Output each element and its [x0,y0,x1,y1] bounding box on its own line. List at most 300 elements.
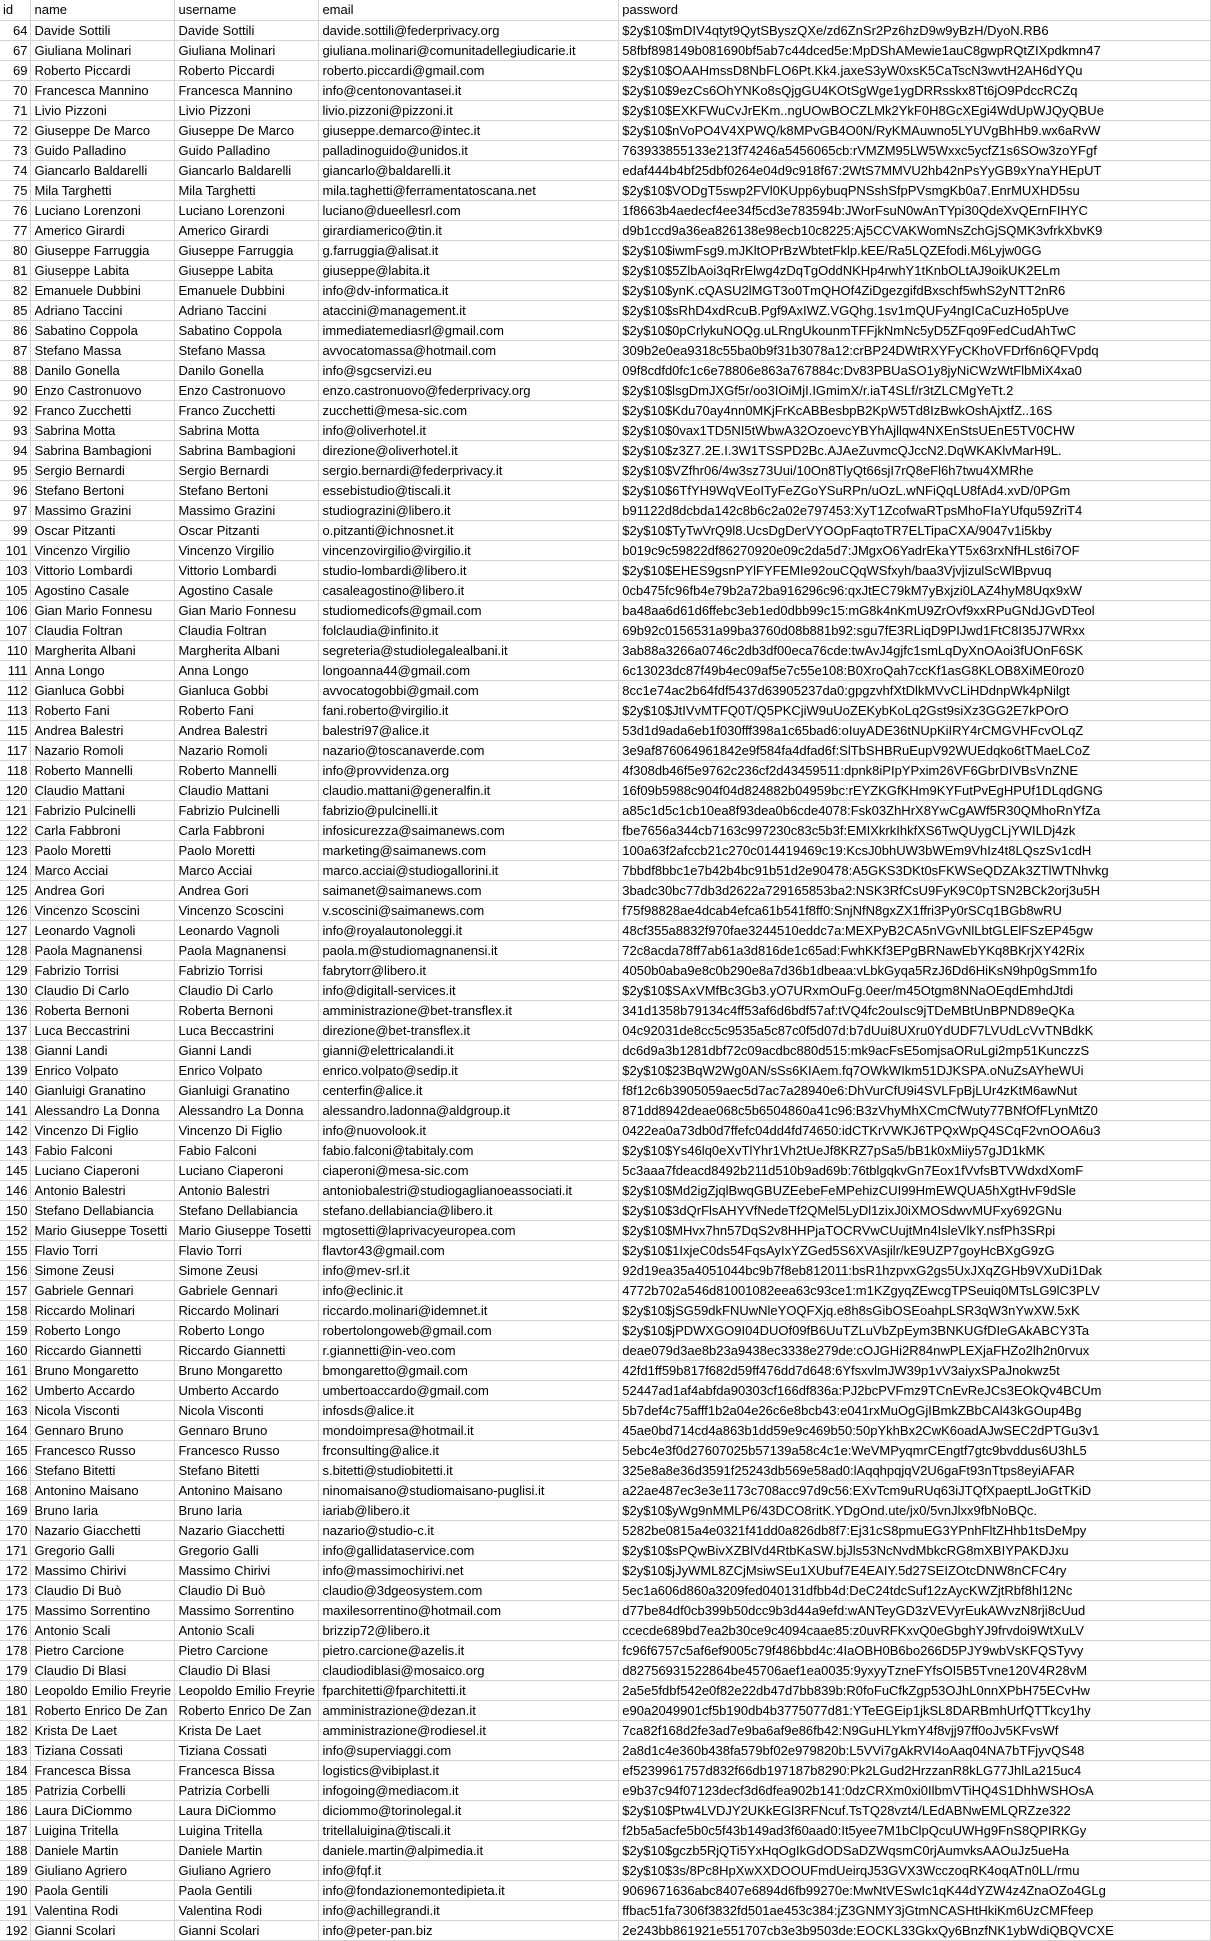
cell-id[interactable]: 165 [0,1440,31,1460]
cell-id[interactable]: 164 [0,1420,31,1440]
cell-password[interactable]: 4f308db46f5e9762c236cf2d43459511:dpnk8iPIpYPxim26VF6GbrDIVBsVnZNE [619,760,1211,780]
cell-username[interactable]: Bruno Iaria [175,1500,319,1520]
cell-username[interactable]: Stefano Bitetti [175,1460,319,1480]
cell-username[interactable]: Giancarlo Baldarelli [175,160,319,180]
cell-password[interactable]: 4772b702a546d81001082eea63c93ce1:m1KZgyqZEwcgTPSeuiq0MTsLG9lC3PLV [619,1280,1211,1300]
cell-email[interactable]: enrico.volpato@sedip.it [319,1060,619,1080]
cell-id[interactable]: 142 [0,1120,31,1140]
cell-name[interactable]: Luciano Ciaperoni [31,1160,175,1180]
cell-password[interactable]: 309b2e0ea9318c55ba0b9f31b3078a12:crBP24DWtRXYFyCKhoVFDrf6n6QFVpdq [619,340,1211,360]
cell-password[interactable]: 7bbdf8bbc1e7b42b4bc91b51d2e90478:A5GKS3DKt0sFKWSeQDZAk3ZTlWTNhvkg [619,860,1211,880]
cell-email[interactable]: info@fondazionemontedipieta.it [319,1880,619,1900]
cell-name[interactable]: Giuseppe Farruggia [31,240,175,260]
cell-username[interactable]: Margherita Albani [175,640,319,660]
cell-id[interactable]: 112 [0,680,31,700]
cell-name[interactable]: Gennaro Bruno [31,1420,175,1440]
cell-password[interactable]: $2y$10$Md2igZjqlBwqGBUZEebeFeMPehizCUI99HmEWQUA5hXgtHvF9dSle [619,1180,1211,1200]
cell-email[interactable]: marco.acciai@studiogallorini.it [319,860,619,880]
cell-password[interactable]: $2y$10$JtIVvMTFQ0T/Q5PKCjiW9uUoZEKybKoLq2Gst9siXz3GG2E7kPOrO [619,700,1211,720]
cell-id[interactable]: 90 [0,380,31,400]
cell-name[interactable]: Laura DiCiommo [31,1800,175,1820]
cell-password[interactable]: ffbac51fa7306f3832fd501ae453c384:jZ3GNMY3jGtmNCASHtHkiKm6UzCMFfeep [619,1900,1211,1920]
cell-password[interactable]: $2y$10$Kdu70ay4nn0MKjFrKcABBesbpB2KpW5Td8IzBwkOshAjxtfZ..16S [619,400,1211,420]
cell-id[interactable]: 64 [0,20,31,40]
cell-password[interactable]: $2y$10$iwmFsg9.mJKltOPrBzWbtetFklp.kEE/Ra5LQZEfodi.M6Lyjw0GG [619,240,1211,260]
cell-id[interactable]: 74 [0,160,31,180]
cell-name[interactable]: Gianni Landi [31,1040,175,1060]
cell-name[interactable]: Antonino Maisano [31,1480,175,1500]
cell-email[interactable]: livio.pizzoni@pizzoni.it [319,100,619,120]
cell-id[interactable]: 186 [0,1800,31,1820]
cell-password[interactable]: 871dd8942deae068c5b6504860a41c96:B3zVhyMhXCmCfWuty77BNfOfFLynMtZ0 [619,1100,1211,1120]
cell-email[interactable]: immediatemediasrl@gmail.com [319,320,619,340]
cell-id[interactable]: 129 [0,960,31,980]
cell-email[interactable]: avvocatogobbi@gmail.com [319,680,619,700]
cell-email[interactable]: info@gallidataservice.com [319,1540,619,1560]
cell-password[interactable]: $2y$10$EHES9gsnPYlFYFEMIe92ouCQqWSfxyh/baa3VjvjizulScWlBpvuq [619,560,1211,580]
cell-email[interactable]: giancarlo@baldarelli.it [319,160,619,180]
cell-username[interactable]: Bruno Mongaretto [175,1360,319,1380]
cell-email[interactable]: amministrazione@rodiesel.it [319,1720,619,1740]
cell-password[interactable]: a22ae487ec3e3e1173c708acc97d9c56:EXvTcm9uRUq63iJTQfXpaeptLJoGtTKiD [619,1480,1211,1500]
cell-name[interactable]: Umberto Accardo [31,1380,175,1400]
cell-name[interactable]: Claudio Di Carlo [31,980,175,1000]
cell-email[interactable]: studio-lombardi@libero.it [319,560,619,580]
cell-id[interactable]: 141 [0,1100,31,1120]
cell-email[interactable]: segreteria@studiolegalealbani.it [319,640,619,660]
cell-email[interactable]: centerfin@alice.it [319,1080,619,1100]
cell-id[interactable]: 118 [0,760,31,780]
cell-email[interactable]: marketing@saimanews.com [319,840,619,860]
cell-username[interactable]: Gianluca Gobbi [175,680,319,700]
cell-id[interactable]: 123 [0,840,31,860]
cell-id[interactable]: 150 [0,1200,31,1220]
cell-password[interactable]: 09f8cdfd0fc1c6e78806e863a767884c:Dv83PBUaSO1y8jyNiCWzWtFlbMiX4xa0 [619,360,1211,380]
cell-id[interactable]: 95 [0,460,31,480]
cell-name[interactable]: Sabatino Coppola [31,320,175,340]
cell-password[interactable]: d82756931522864be45706aef1ea0035:9yxyyTzneFYfsOI5B5Tvne120V4R28vM [619,1660,1211,1680]
cell-id[interactable]: 111 [0,660,31,680]
cell-id[interactable]: 71 [0,100,31,120]
cell-name[interactable]: Davide Sottili [31,20,175,40]
cell-id[interactable]: 80 [0,240,31,260]
cell-name[interactable]: Stefano Bertoni [31,480,175,500]
cell-name[interactable]: Claudio Mattani [31,780,175,800]
cell-id[interactable]: 168 [0,1480,31,1500]
cell-email[interactable]: info@fqf.it [319,1860,619,1880]
cell-email[interactable]: claudio@3dgeosystem.com [319,1580,619,1600]
cell-email[interactable]: essebistudio@tiscali.it [319,480,619,500]
cell-name[interactable]: Paola Magnanensi [31,940,175,960]
cell-email[interactable]: folclaudia@infinito.it [319,620,619,640]
cell-id[interactable]: 127 [0,920,31,940]
cell-username[interactable]: Oscar Pitzanti [175,520,319,540]
cell-id[interactable]: 152 [0,1220,31,1240]
cell-username[interactable]: Enzo Castronuovo [175,380,319,400]
cell-email[interactable]: robertolongoweb@gmail.com [319,1320,619,1340]
cell-id[interactable]: 128 [0,940,31,960]
cell-password[interactable]: $2y$10$23BqW2Wg0AN/sSs6KIAem.fq7OWkWIkm51DJKSPA.oNuZsAYheWUi [619,1060,1211,1080]
cell-id[interactable]: 189 [0,1860,31,1880]
cell-password[interactable]: 9069671636abc8407e6894d6fb99270e:MwNtVESwIc1qK44dYZW4z4ZnaOZo4GLg [619,1880,1211,1900]
cell-email[interactable]: amministrazione@dezan.it [319,1700,619,1720]
cell-email[interactable]: info@provvidenza.org [319,760,619,780]
column-header-email[interactable]: email [319,0,619,20]
cell-email[interactable]: giuseppe.demarco@intec.it [319,120,619,140]
cell-username[interactable]: Leonardo Vagnoli [175,920,319,940]
cell-id[interactable]: 182 [0,1720,31,1740]
cell-username[interactable]: Americo Girardi [175,220,319,240]
cell-email[interactable]: zucchetti@mesa-sic.com [319,400,619,420]
cell-email[interactable]: amministrazione@bet-transflex.it [319,1000,619,1020]
cell-password[interactable]: 341d1358b79134c4ff53af6d6bdf57af:tVQ4fc2ouIsc9jTDeMBtUnBPND89eQKa [619,1000,1211,1020]
cell-name[interactable]: Bruno Iaria [31,1500,175,1520]
cell-password[interactable]: $2y$10$Ys46lq0eXvTlYhr1Vh2tUeJf8KRZ7pSa5/bB1k0xMiiy57gJD1kMK [619,1140,1211,1160]
cell-email[interactable]: flavtor43@gmail.com [319,1240,619,1260]
cell-username[interactable]: Livio Pizzoni [175,100,319,120]
cell-password[interactable]: $2y$10$jSG59dkFNUwNleYOQFXjq.e8h8sGibOSEoahpLSR3qW3nYwXW.5xK [619,1300,1211,1320]
cell-password[interactable]: fc96f6757c5af6ef9005c79f486bbd4c:4IaOBH0B6bo266D5PJY9wbVsKFQSTyvy [619,1640,1211,1660]
cell-name[interactable]: Massimo Chirivi [31,1560,175,1580]
cell-id[interactable]: 161 [0,1360,31,1380]
cell-password[interactable]: $2y$10$sRhD4xdRcuB.Pgf9AxIWZ.VGQhg.1sv1mQUFy4ngICaCuzHo5pUve [619,300,1211,320]
cell-email[interactable]: maxilesorrentino@hotmail.com [319,1600,619,1620]
cell-password[interactable]: 6c13023dc87f49b4ec09af5e7c55e108:B0XroQah7ccKf1asG8KLOB8XiME0roz0 [619,660,1211,680]
cell-password[interactable]: 2a5e5fdbf542e0f82e22db47d7bb839b:R0foFuCfkZgp53OJhL0nnXPbH75ECvHw [619,1680,1211,1700]
cell-email[interactable]: infosds@alice.it [319,1400,619,1420]
cell-password[interactable]: 5b7def4c75afff1b2a04e26c6e8bcb43:e041rxMuOgGjIBmkZBbCAl43kGOup4Bg [619,1400,1211,1420]
cell-email[interactable]: gianni@elettricalandi.it [319,1040,619,1060]
cell-name[interactable]: Simone Zeusi [31,1260,175,1280]
cell-username[interactable]: Marco Acciai [175,860,319,880]
cell-password[interactable]: ef5239961757d832f66db197187b8290:Pk2LGud2HrzzanR8kLG77JhlLa215uc4 [619,1760,1211,1780]
cell-username[interactable]: Nicola Visconti [175,1400,319,1420]
cell-password[interactable]: e90a2049901cf5b190db4b3775077d81:YTeEGEip1jkSL8DARBmhUrfQTTkcy1hy [619,1700,1211,1720]
cell-username[interactable]: Vincenzo Virgilio [175,540,319,560]
cell-name[interactable]: Riccardo Molinari [31,1300,175,1320]
cell-password[interactable]: 04c92031de8cc5c9535a5c87c0f5d07d:b7dUui8UXru0YdUDF7LVUdLcVvTNBdkK [619,1020,1211,1040]
cell-email[interactable]: infosicurezza@saimanews.com [319,820,619,840]
cell-name[interactable]: Roberto Longo [31,1320,175,1340]
cell-email[interactable]: vincenzovirgilio@virgilio.it [319,540,619,560]
cell-name[interactable]: Roberto Piccardi [31,60,175,80]
cell-id[interactable]: 92 [0,400,31,420]
cell-password[interactable]: $2y$10$6TfYH9WqVEoITyFeZGoYSuRPn/uOzL.wNFiQqLU8fAd4.xvD/0PGm [619,480,1211,500]
cell-username[interactable]: Adriano Taccini [175,300,319,320]
cell-name[interactable]: Luciano Lorenzoni [31,200,175,220]
cell-name[interactable]: Mila Targhetti [31,180,175,200]
cell-email[interactable]: ninomaisano@studiomaisano-puglisi.it [319,1480,619,1500]
cell-name[interactable]: Pietro Carcione [31,1640,175,1660]
cell-id[interactable]: 126 [0,900,31,920]
cell-name[interactable]: Nazario Giacchetti [31,1520,175,1540]
cell-name[interactable]: Mario Giuseppe Tosetti [31,1220,175,1240]
cell-password[interactable]: 53d1d9ada6eb1f030fff398a1c65bad6:oIuyADE36tNUpKiIRY4rCMGVHFcvOLqZ [619,720,1211,740]
cell-name[interactable]: Claudio Di Buò [31,1580,175,1600]
cell-name[interactable]: Vittorio Lombardi [31,560,175,580]
cell-email[interactable]: roberto.piccardi@gmail.com [319,60,619,80]
cell-name[interactable]: Patrizia Corbelli [31,1780,175,1800]
cell-username[interactable]: Vincenzo Scoscini [175,900,319,920]
cell-password[interactable]: fbe7656a344cb7163c997230c83c5b3f:EMIXkrkIhkfXS6TwQUygCLjYWILDj4zk [619,820,1211,840]
cell-username[interactable]: Paola Gentili [175,1880,319,1900]
cell-username[interactable]: Gianni Landi [175,1040,319,1060]
cell-name[interactable]: Massimo Grazini [31,500,175,520]
cell-password[interactable]: 3e9af876064961842e9f584fa4dfad6f:SlTbSHBRuEupV92WUEdqko6tTMaeLCoZ [619,740,1211,760]
column-header-password[interactable]: password [619,0,1211,20]
cell-id[interactable]: 96 [0,480,31,500]
cell-id[interactable]: 81 [0,260,31,280]
cell-username[interactable]: Stefano Dellabiancia [175,1200,319,1220]
cell-id[interactable]: 97 [0,500,31,520]
cell-username[interactable]: Paolo Moretti [175,840,319,860]
cell-email[interactable]: claudio.mattani@generalfin.it [319,780,619,800]
cell-id[interactable]: 171 [0,1540,31,1560]
cell-password[interactable]: f75f98828ae4dcab4efca61b541f8ff0:SnjNfN8gxZX1ffri3Py0rSCq1BGb8wRU [619,900,1211,920]
cell-username[interactable]: Danilo Gonella [175,360,319,380]
cell-name[interactable]: Stefano Bitetti [31,1460,175,1480]
cell-name[interactable]: Valentina Rodi [31,1900,175,1920]
cell-password[interactable]: 92d19ea35a4051044bc9b7f8eb812011:bsR1hzpvxG2gs5UxJXqZGHb9VXuDi1Dak [619,1260,1211,1280]
cell-username[interactable]: Roberto Enrico De Zan [175,1700,319,1720]
cell-name[interactable]: Gianni Scolari [31,1920,175,1940]
cell-username[interactable]: Umberto Accardo [175,1380,319,1400]
cell-password[interactable]: 69b92c0156531a99ba3760d08b881b92:sgu7fE3RLiqD9PIJwd1FtC8I35J7WRxx [619,620,1211,640]
cell-username[interactable]: Daniele Martin [175,1840,319,1860]
cell-password[interactable]: 3ab88a3266a0746c2db3df00eca76cde:twAvJ4gjfc1smLqDyXnOAoi3fUOnF6SK [619,640,1211,660]
cell-password[interactable]: 100a63f2afccb21c270c014419469c19:KcsJ0bhUW3bWEm9VhIz4t8LQszSv1cdH [619,840,1211,860]
cell-username[interactable]: Massimo Sorrentino [175,1600,319,1620]
cell-username[interactable]: Carla Fabbroni [175,820,319,840]
cell-password[interactable]: $2y$10$gczb5RjQTi5YxHqOgIkGdODSaDZWqsmC0rjAumvksAAOuJz5ueHa [619,1840,1211,1860]
cell-password[interactable]: 4050b0aba9e8c0b290e8a7d36b1dbeaa:vLbkGyqa5RzJ6Dd6HiKsN9hp0gSmm1fo [619,960,1211,980]
cell-id[interactable]: 179 [0,1660,31,1680]
column-header-username[interactable]: username [175,0,319,20]
cell-email[interactable]: iariab@libero.it [319,1500,619,1520]
cell-email[interactable]: fabio.falconi@tabitaly.com [319,1140,619,1160]
cell-id[interactable]: 122 [0,820,31,840]
cell-password[interactable]: 58fbf898149b081690bf5ab7c44dced5e:MpDShAMewie1auC8gwpRQtZIXpdkmn47 [619,40,1211,60]
cell-password[interactable]: $2y$10$9ezCs6OhYNKo8sQjgGU4KOtSgWge1ygDRRsskx8Tt6jO9PdccRCZq [619,80,1211,100]
cell-password[interactable]: f8f12c6b3905059aec5d7ac7a28940e6:DhVurCfU9i4SVLFpBjLUr4zKtM6awNut [619,1080,1211,1100]
cell-email[interactable]: info@oliverhotel.it [319,420,619,440]
cell-id[interactable]: 125 [0,880,31,900]
cell-name[interactable]: Carla Fabbroni [31,820,175,840]
cell-id[interactable]: 88 [0,360,31,380]
cell-password[interactable]: $2y$10$VZfhr06/4w3sz73Uui/10On8TlyQt66sjI7rQ8eFl6h7twu4XMRhe [619,460,1211,480]
cell-name[interactable]: Massimo Sorrentino [31,1600,175,1620]
cell-email[interactable]: fparchitetti@fparchitetti.it [319,1680,619,1700]
cell-username[interactable]: Nazario Romoli [175,740,319,760]
cell-email[interactable]: longoanna44@gmail.com [319,660,619,680]
cell-id[interactable]: 143 [0,1140,31,1160]
cell-name[interactable]: Leopoldo Emilio Freyrie [31,1680,175,1700]
cell-name[interactable]: Nicola Visconti [31,1400,175,1420]
cell-username[interactable]: Roberta Bernoni [175,1000,319,1020]
cell-password[interactable]: 72c8acda78ff7ab61a3d816de1c65ad:FwhKKf3EPgBRNawEbYKq8BKrjXY42Rix [619,940,1211,960]
cell-email[interactable]: palladinoguido@unidos.it [319,140,619,160]
cell-email[interactable]: g.farruggia@alisat.it [319,240,619,260]
cell-id[interactable]: 162 [0,1380,31,1400]
cell-id[interactable]: 115 [0,720,31,740]
cell-password[interactable]: $2y$10$VODgT5swp2FVl0KUpp6ybuqPNSshSfpPVsmgKb0a7.EnrMUXHD5su [619,180,1211,200]
cell-password[interactable]: $2y$10$mDIV4qtyt9QytSByszQXe/zd6ZnSr2Pz6hzD9w9yBzH/DyoN.RB6 [619,20,1211,40]
cell-email[interactable]: frconsulting@alice.it [319,1440,619,1460]
cell-email[interactable]: casaleagostino@libero.it [319,580,619,600]
cell-email[interactable]: riccardo.molinari@idemnet.it [319,1300,619,1320]
cell-password[interactable]: 5c3aaa7fdeacd8492b211d510b9ad69b:76tblgqkvGn7Eox1fVvfsBTVWdxdXomF [619,1160,1211,1180]
cell-email[interactable]: mgtosetti@laprivacyeuropea.com [319,1220,619,1240]
cell-email[interactable]: s.bitetti@studiobitetti.it [319,1460,619,1480]
cell-email[interactable]: direzione@bet-transflex.it [319,1020,619,1040]
cell-id[interactable]: 105 [0,580,31,600]
cell-id[interactable]: 156 [0,1260,31,1280]
cell-id[interactable]: 180 [0,1680,31,1700]
cell-id[interactable]: 183 [0,1740,31,1760]
cell-email[interactable]: diciommo@torinolegal.it [319,1800,619,1820]
cell-name[interactable]: Bruno Mongaretto [31,1360,175,1380]
cell-name[interactable]: Leonardo Vagnoli [31,920,175,940]
cell-id[interactable]: 94 [0,440,31,460]
cell-id[interactable]: 158 [0,1300,31,1320]
cell-username[interactable]: Krista De Laet [175,1720,319,1740]
cell-id[interactable]: 93 [0,420,31,440]
cell-password[interactable]: 1f8663b4aedecf4ee34f5cd3e783594b:JWorFsuN0wAnTYpi30QdeXvQErnFIHYC [619,200,1211,220]
cell-password[interactable]: $2y$10$jPDWXGO9I04DUOf09fB6UuTZLuVbZpEym3BNKUGfDIeGAkABCY3Ta [619,1320,1211,1340]
cell-username[interactable]: Sabatino Coppola [175,320,319,340]
cell-id[interactable]: 69 [0,60,31,80]
cell-username[interactable]: Flavio Torri [175,1240,319,1260]
cell-name[interactable]: Fabio Falconi [31,1140,175,1160]
cell-email[interactable]: pietro.carcione@azelis.it [319,1640,619,1660]
cell-name[interactable]: Franco Zucchetti [31,400,175,420]
cell-name[interactable]: Riccardo Giannetti [31,1340,175,1360]
cell-email[interactable]: fani.roberto@virgilio.it [319,700,619,720]
cell-username[interactable]: Claudio Di Blasi [175,1660,319,1680]
cell-name[interactable]: Daniele Martin [31,1840,175,1860]
cell-username[interactable]: Guido Palladino [175,140,319,160]
cell-email[interactable]: logistics@vibiplast.it [319,1760,619,1780]
cell-email[interactable]: info@sgcservizi.eu [319,360,619,380]
cell-username[interactable]: Massimo Chirivi [175,1560,319,1580]
cell-id[interactable]: 120 [0,780,31,800]
cell-email[interactable]: avvocatomassa@hotmail.com [319,340,619,360]
cell-name[interactable]: Alessandro La Donna [31,1100,175,1120]
cell-name[interactable]: Roberto Mannelli [31,760,175,780]
cell-username[interactable]: Stefano Massa [175,340,319,360]
cell-username[interactable]: Andrea Gori [175,880,319,900]
cell-username[interactable]: Mila Targhetti [175,180,319,200]
cell-name[interactable]: Krista De Laet [31,1720,175,1740]
cell-email[interactable]: daniele.martin@alpimedia.it [319,1840,619,1860]
cell-email[interactable]: claudiodiblasi@mosaico.org [319,1660,619,1680]
cell-password[interactable]: 48cf355a8832f970fae3244510eddc7a:MEXPyB2CA5nVGvNlLbtGLElFSzEP45gw [619,920,1211,940]
cell-id[interactable]: 117 [0,740,31,760]
cell-name[interactable]: Paola Gentili [31,1880,175,1900]
cell-id[interactable]: 172 [0,1560,31,1580]
cell-email[interactable]: sergio.bernardi@federprivacy.it [319,460,619,480]
cell-name[interactable]: Roberto Fani [31,700,175,720]
cell-password[interactable]: $2y$10$yWg9nMMLP6/43DCO8ritK.YDgOnd.ute/jx0/5vnJlxx9fbNoBQc. [619,1500,1211,1520]
cell-username[interactable]: Sergio Bernardi [175,460,319,480]
cell-id[interactable]: 184 [0,1760,31,1780]
cell-username[interactable]: Giuseppe Farruggia [175,240,319,260]
cell-name[interactable]: Francesca Mannino [31,80,175,100]
cell-username[interactable]: Antonio Balestri [175,1180,319,1200]
cell-password[interactable]: $2y$10$Ptw4LVDJY2UKkEGl3RFNcuf.TsTQ28vzt4/LEdABNwEMLQRZze322 [619,1800,1211,1820]
cell-name[interactable]: Guido Palladino [31,140,175,160]
cell-id[interactable]: 137 [0,1020,31,1040]
cell-id[interactable]: 175 [0,1600,31,1620]
cell-id[interactable]: 170 [0,1520,31,1540]
cell-password[interactable]: 763933855133e213f74246a5456065cb:rVMZM95LW5Wxxc5ycfZ1s6SOw3zoYFgf [619,140,1211,160]
cell-name[interactable]: Sergio Bernardi [31,460,175,480]
cell-name[interactable]: Margherita Albani [31,640,175,660]
cell-email[interactable]: info@nuovolook.it [319,1120,619,1140]
cell-name[interactable]: Francesco Russo [31,1440,175,1460]
cell-id[interactable]: 146 [0,1180,31,1200]
cell-name[interactable]: Enzo Castronuovo [31,380,175,400]
cell-name[interactable]: Gian Mario Fonnesu [31,600,175,620]
cell-email[interactable]: tritellaluigina@tiscali.it [319,1820,619,1840]
cell-email[interactable]: mondoimpresa@hotmail.it [319,1420,619,1440]
cell-email[interactable]: r.giannetti@in-veo.com [319,1340,619,1360]
cell-username[interactable]: Giuliana Molinari [175,40,319,60]
cell-id[interactable]: 159 [0,1320,31,1340]
cell-email[interactable]: giuliana.molinari@comunitadellegiudicarie.it [319,40,619,60]
cell-name[interactable]: Tiziana Cossati [31,1740,175,1760]
cell-email[interactable]: fabrizio@pulcinelli.it [319,800,619,820]
cell-username[interactable]: Vincenzo Di Figlio [175,1120,319,1140]
cell-id[interactable]: 185 [0,1780,31,1800]
cell-email[interactable]: info@digitall-services.it [319,980,619,1000]
cell-password[interactable]: $2y$10$lsgDmJXGf5r/oo3IOiMjI.IGmimX/r.iaT4SLf/r3tZLCMgYeTt.2 [619,380,1211,400]
cell-name[interactable]: Sabrina Motta [31,420,175,440]
cell-id[interactable]: 87 [0,340,31,360]
cell-password[interactable]: d77be84df0cb399b50dcc9b3d44a9efd:wANTeyGD3zVEVyrEukAWvzN8rji8cUud [619,1600,1211,1620]
cell-id[interactable]: 130 [0,980,31,1000]
cell-name[interactable]: Stefano Dellabiancia [31,1200,175,1220]
cell-id[interactable]: 138 [0,1040,31,1060]
cell-email[interactable]: paola.m@studiomagnanensi.it [319,940,619,960]
cell-password[interactable]: $2y$10$sPQwBivXZBlVd4RtbKaSW.bjJls53NcNvdMbkcRG8mXBIYPAKDJxu [619,1540,1211,1560]
cell-id[interactable]: 139 [0,1060,31,1080]
cell-email[interactable]: luciano@dueellesrl.com [319,200,619,220]
cell-name[interactable]: Flavio Torri [31,1240,175,1260]
cell-username[interactable]: Luigina Tritella [175,1820,319,1840]
cell-id[interactable]: 70 [0,80,31,100]
cell-email[interactable]: v.scoscini@saimanews.com [319,900,619,920]
cell-username[interactable]: Leopoldo Emilio Freyrie [175,1680,319,1700]
cell-username[interactable]: Antonino Maisano [175,1480,319,1500]
cell-email[interactable]: o.pitzanti@ichnosnet.it [319,520,619,540]
cell-username[interactable]: Roberto Longo [175,1320,319,1340]
cell-name[interactable]: Roberto Enrico De Zan [31,1700,175,1720]
cell-username[interactable]: Valentina Rodi [175,1900,319,1920]
cell-email[interactable]: balestri97@alice.it [319,720,619,740]
cell-username[interactable]: Riccardo Molinari [175,1300,319,1320]
cell-name[interactable]: Andrea Gori [31,880,175,900]
cell-username[interactable]: Francesca Bissa [175,1760,319,1780]
cell-password[interactable]: d9b1ccd9a36ea826138e98ecb10c8225:Aj5CCVAKWomNsZchGjSQMK3vfrkXbvK9 [619,220,1211,240]
cell-id[interactable]: 110 [0,640,31,660]
cell-password[interactable]: $2y$10$nVoPO4V4XPWQ/k8MPvGB4O0N/RyKMAuwno5LYUVgBhHb9.wx6aRvW [619,120,1211,140]
cell-username[interactable]: Roberto Mannelli [175,760,319,780]
cell-password[interactable]: $2y$10$1IxjeC0ds54FqsAyIxYZGed5S6XVAsjilr/kE9UZP7goyHcBXgG9zG [619,1240,1211,1260]
cell-name[interactable]: Gabriele Gennari [31,1280,175,1300]
cell-username[interactable]: Laura DiCiommo [175,1800,319,1820]
cell-id[interactable]: 178 [0,1640,31,1660]
